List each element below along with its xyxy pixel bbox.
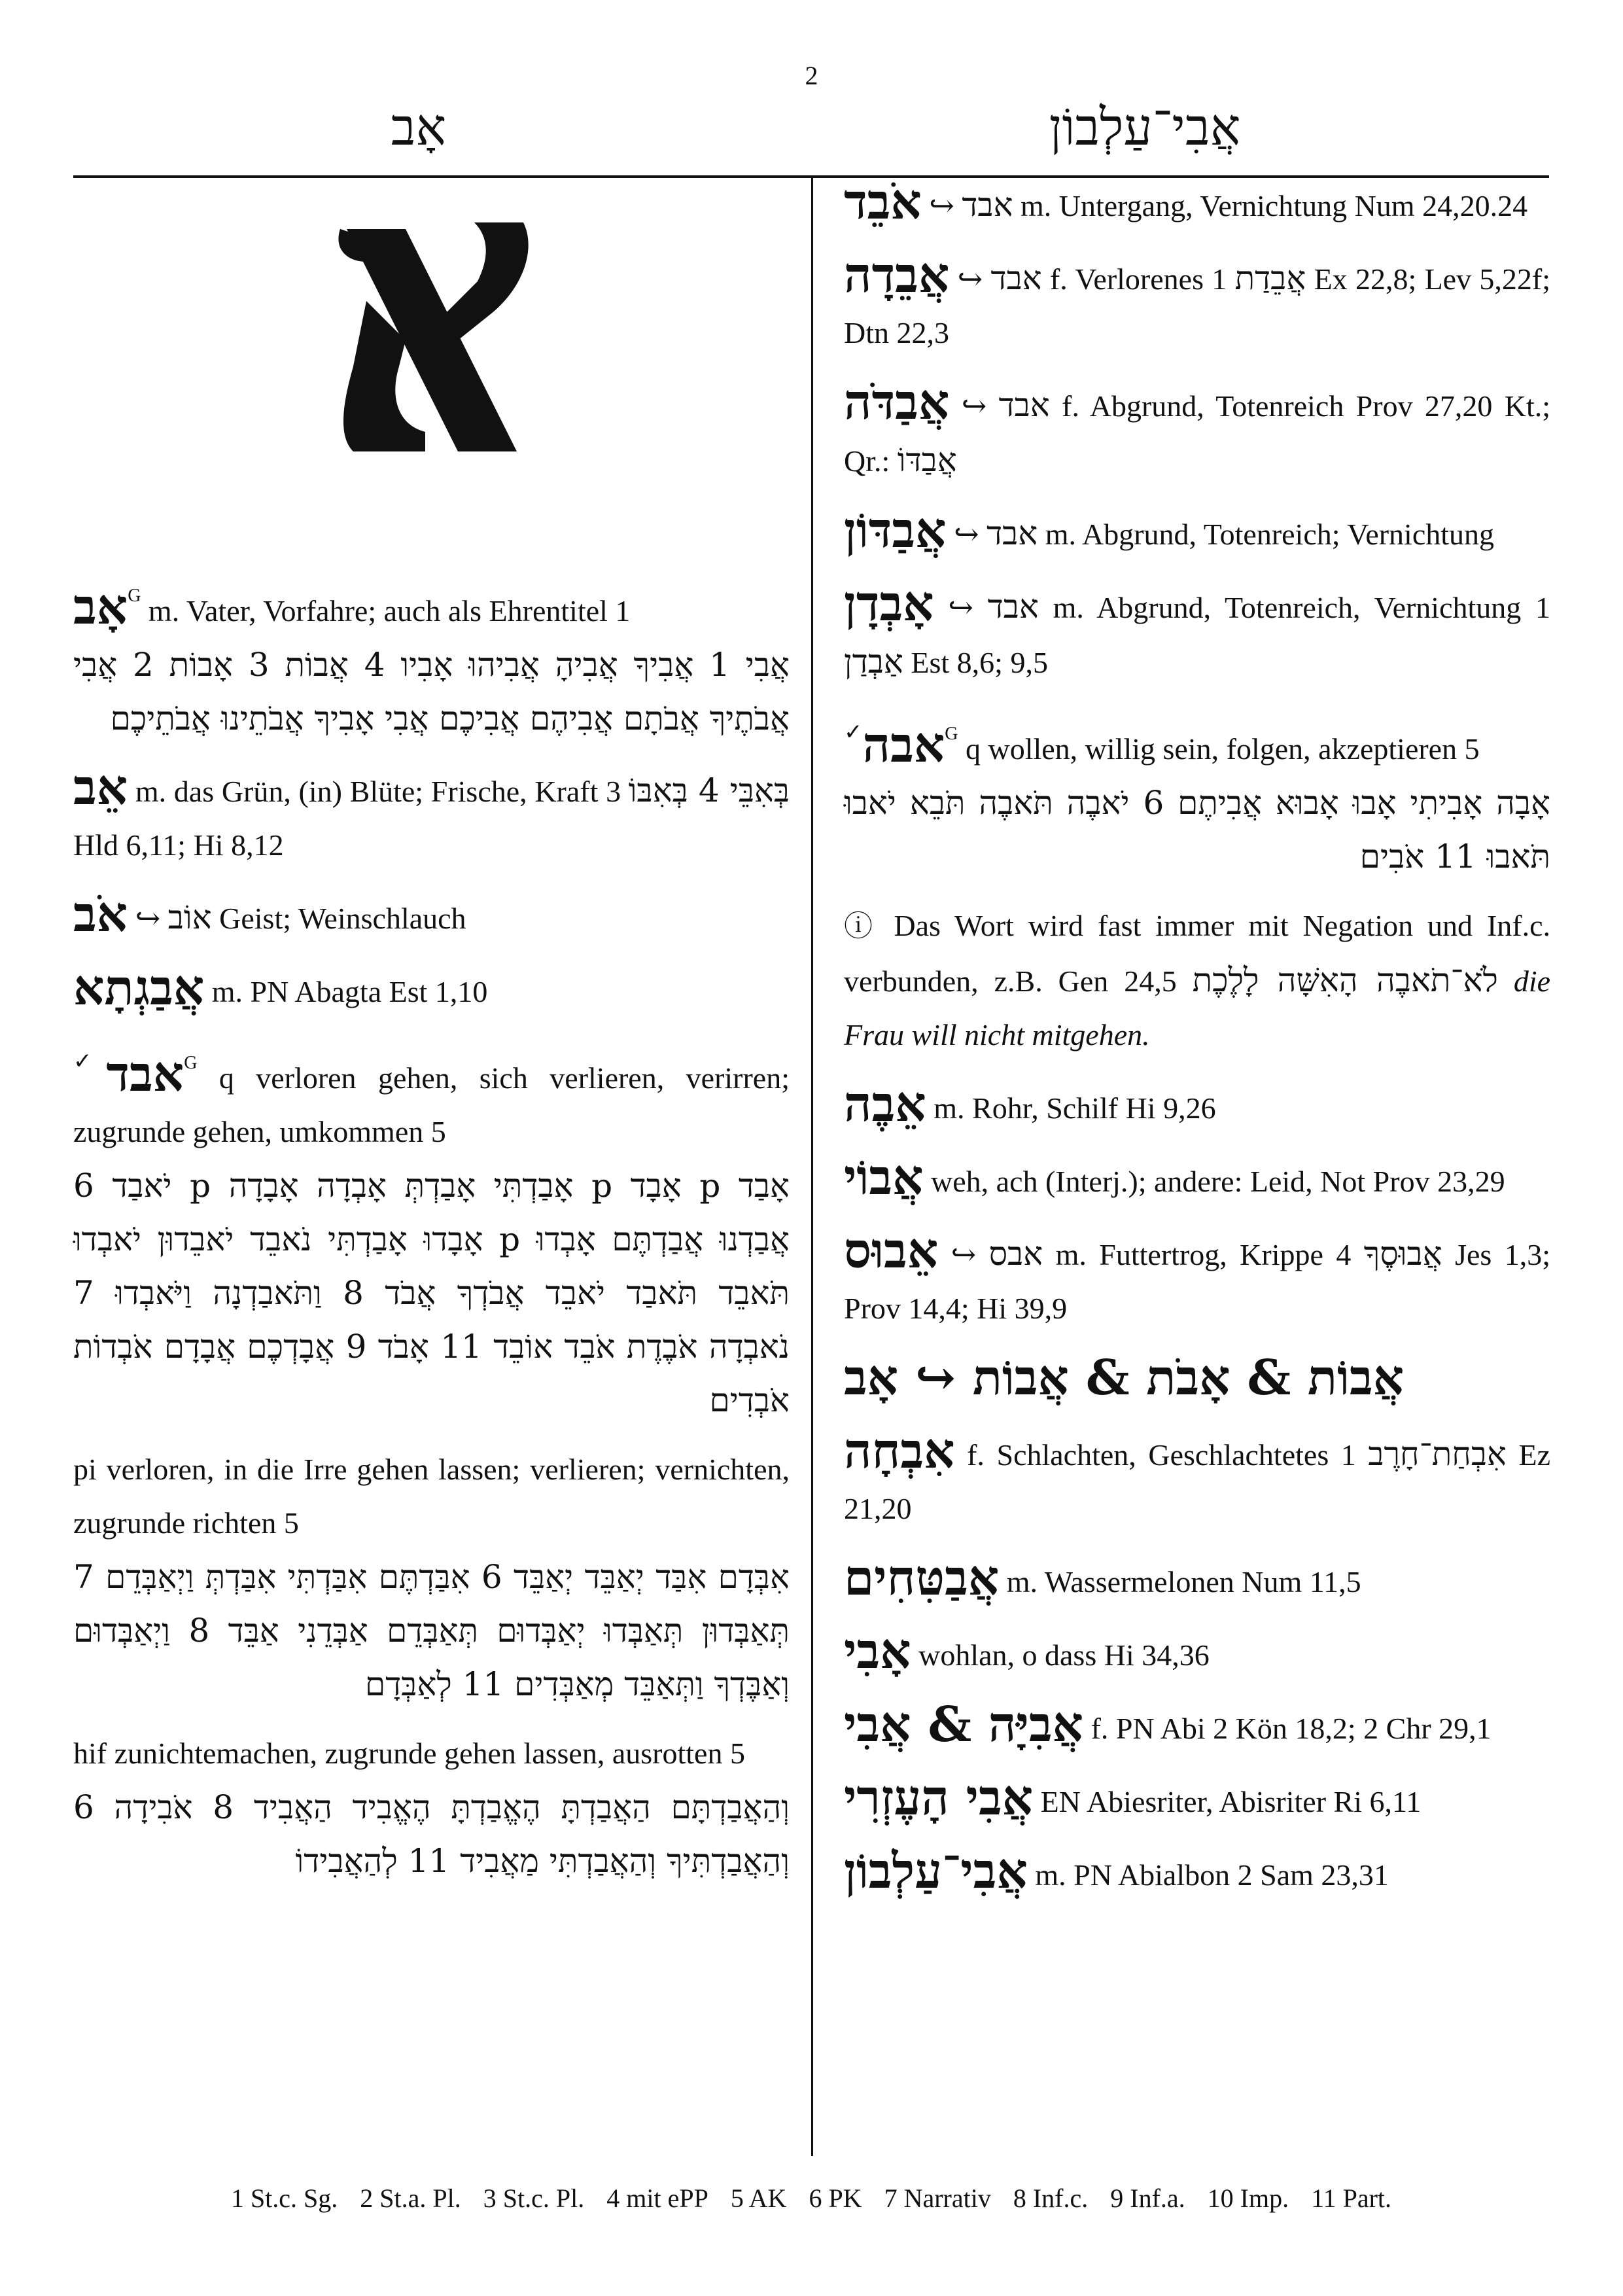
entry-abattihim (844, 1551, 1550, 1609)
references: Hld 6,11; Hi 8,12 (73, 828, 284, 862)
definition: f. Schlachten, Geschlachtetes 1 (967, 1438, 1356, 1472)
references: Ez 21,20 (844, 1438, 1551, 1525)
definition: wohlan, o dass Hi 34,36 (918, 1638, 1210, 1672)
initial-letter-aleph (327, 203, 536, 478)
legend-item: 9 Inf.a. (1110, 2183, 1185, 2213)
definition: m. das Grün, (in) Blüte; Frische, Kraft 3 (135, 775, 621, 808)
entry-ibha (844, 1424, 1550, 1536)
definition: m. Untergang, Vernichtung Num 24,20.24 (1020, 189, 1528, 222)
definition: m. Vater, Vorfahre; auch als Ehrentitel 1 (148, 594, 631, 627)
cross-ref: אבס (988, 1235, 1043, 1273)
entry-abot (844, 1351, 1550, 1409)
definition: m. PN Abagta Est 1,10 (211, 975, 488, 1008)
legend-item: 4 mit ePP (606, 2183, 708, 2213)
definition-q: q verloren gehen, sich verlieren, verirren; zugrunde gehen, umkommen 5 (73, 1061, 790, 1148)
cross-ref: אבד (990, 259, 1042, 297)
definition: m. Abgrund, Totenreich; Vernichtung (1045, 518, 1495, 551)
references: Ex 22,8; Lev 5,22f; Dtn 22,3 (844, 262, 1551, 349)
stem-sup: G (945, 724, 958, 744)
lemma: אֹבֵד (844, 174, 922, 230)
entry-aboy (844, 1151, 1550, 1209)
cross-ref: אבד (998, 386, 1050, 424)
running-head-left: אָב (391, 98, 447, 157)
note-translation: die Frau will nicht mitgehen. (844, 964, 1551, 1051)
entry-abad-pi (73, 1443, 790, 1711)
definition: f. Verlorenes 1 (1049, 262, 1227, 296)
lemma: אָבְדָן (844, 576, 934, 632)
cross-ref: אבד (986, 514, 1038, 552)
lemma: אֹב (73, 887, 128, 943)
note-hebrew: לֹא־תֹאבֶה הָאִשָּׁה לָלֶכֶת (1192, 961, 1498, 999)
lemma: אֲבוֹי (844, 1150, 924, 1206)
column-divider (811, 177, 813, 2156)
definition: EN Abiesriter, Abisriter Ri 6,11 (1040, 1785, 1422, 1818)
lemma: אבד (106, 1046, 184, 1103)
cross-ref: אבד (987, 588, 1039, 626)
lemma: אֲבִי הָעֶזְרִי (844, 1770, 1034, 1826)
cross-ref: אבד (962, 186, 1013, 224)
lemma: אֵבוּס (844, 1223, 939, 1279)
arrow-icon: ↪ (951, 1238, 977, 1271)
legend-item: 5 AK (730, 2183, 787, 2213)
arrow-icon: ↪ (954, 518, 979, 551)
entry-eb-green (73, 761, 790, 872)
entry-abi-pn (844, 1698, 1550, 1756)
entry-abeda (844, 249, 1550, 360)
forms: בְּאִבֵּי 4 בְּאִבּוֹ (628, 771, 790, 809)
arrow-icon: ↪ (948, 591, 973, 624)
entry-ob (73, 888, 790, 945)
definition: weh, ach (Interj.); andere: Leid, Not Prov 23,29 (931, 1165, 1505, 1198)
form: אַבְדַן (844, 643, 903, 680)
lemma: אבה (862, 717, 945, 773)
lemma: אָבִי (844, 1623, 911, 1680)
lemma: אֵבֶה (844, 1076, 926, 1133)
lemma: אֲבַגְתָא (73, 960, 205, 1016)
arrow-icon: ↪ (957, 262, 983, 296)
definition: f. Abgrund, Totenreich Prov 27,20 Kt.; Qr.: (844, 389, 1551, 478)
abbreviation-legend (73, 2183, 1549, 2214)
entry-abadda (844, 376, 1550, 488)
stem-sup: G (184, 1053, 198, 1073)
lemma-variants: אֲבוֹת & אָבֹת & אֲבוֹת ↪ אָב (844, 1350, 1405, 1406)
entry-abdan (844, 577, 1550, 690)
legend-item: 2 St.a. Pl. (360, 2183, 461, 2213)
entry-abad (73, 1034, 790, 1427)
arrow-icon: ↪ (135, 902, 161, 935)
note-text: Das Wort wird fast immer mit Negation und Inf.c. verbunden, z.B. Gen 24,5 (844, 909, 1551, 998)
definition-hif: hif zunichtemachen, zugrunde gehen lassen, ausrotten 5 (73, 1737, 745, 1770)
definition-pi: pi verloren, in die Irre gehen lassen; verlieren; vernichten, zugrunde richten 5 (73, 1453, 790, 1540)
verb-check-icon: ✓ (844, 719, 863, 745)
definition: m. Rohr, Schilf Hi 9,26 (934, 1091, 1216, 1125)
legend-item: 11 Part. (1311, 2183, 1392, 2213)
lemma: אִבְחָה (844, 1423, 955, 1479)
lemma: אֲבֵדָה (844, 247, 950, 304)
entry-ebe (844, 1078, 1550, 1135)
definition: f. PN Abi 2 Kön 18,2; 2 Chr 29,1 (1091, 1712, 1492, 1745)
definition: m. Wassermelonen Num 11,5 (1006, 1565, 1361, 1598)
legend-item: 7 Narrativ (884, 2183, 991, 2213)
lemma: אֲבִי־עַלְבוֹן (844, 1843, 1028, 1899)
forms-hif: וְהַאֲבַדְתָּם הַאֲבַדְתָּ הֶאֱבַדְתָּ הֶאֱבִיד הַאֲבִיד 8 אֹבִידָה 6 וְהַאֲבַדְתִּיךָ וְהַאֲבַדְתִּי מַאֲבִיד 11 לְהַאֲבִידוֹ (73, 1788, 790, 1880)
entry-abi-wish (844, 1625, 1550, 1682)
entry-abaddon (844, 504, 1550, 561)
definition: q wollen, willig sein, folgen, akzeptieren 5 (965, 732, 1480, 766)
references: Est 8,6; 9,5 (911, 646, 1048, 679)
forms-pi: אִבְּדָם אִבַּד יְאַבֵּד יְאַבֵּד 6 אִבַּדְתֶּם אִבַּדְתִּי אִבַּדְתְּ וַיְאַבְּדֵם 7 תְּאַבְּדוּן תְּאַבְּדוּ יְאַבְּדוּם תְּאַבְּדֵם אַבְּדֵנִי אַבֵּד 8 וַיְאַבְּדוּם וְאַבֶּדְךָ וַתְּאַבֵּד מְאַבְּדִים 11 לְאַבְּדָם (73, 1558, 790, 1703)
entry-abad-hif (73, 1727, 790, 1888)
legend-item: 8 Inf.c. (1013, 2183, 1089, 2213)
info-icon: ⓘ (844, 910, 880, 943)
form: אֲבוּסֶךָ (1363, 1235, 1442, 1273)
page-number: 2 (805, 61, 818, 90)
entry-ab-father (73, 569, 790, 745)
verb-check-icon: ✓ (73, 1048, 107, 1074)
forms-q: אָבַד p אָבָד p אָבַדְתִּי אָבַדְתְּ אָבְדָה אָבָדָה p יֹאבַד 6 אֲבַדְנוּ אֲבַדְתֶּם אָבְדוּ p אָבָדוּ אָבַדְתִּי נֹאבֵד יֹאבֵדוּן יֹאבְדוּ תֹּאבֵד תֹּאבַד יֹאבֵד אֲבֹדְךָ אֲבֹד 8 וַתֹּאבַדְנָה וַיֹּאבְדוּ 7 נֹאבְדָה אֹבֶדֶת אֹבֵד אוֹבֵד 11 אָבֹד 9 אֲבָדְכֶם אֲבָדָם אֹבְדוֹת אֹבְדִים (73, 1167, 790, 1419)
lemma: אֲבַדֹּה (844, 374, 950, 431)
forms: אֲבִי 1 אֲבִיךָ אֲבִיהָ אֲבִיהוּ אָבִיו 4 אֲבוֹת 3 אָבוֹת 2 אֲבִי אֲבֹתֶיךָ אֲבֹתָם אֲבִיהֶם אֲבִיכֶם אֲבִי אָבִיךָ אֲבֹתֵינוּ אֲבֹתֵיכֶם (73, 646, 790, 737)
right-column (844, 175, 1550, 1918)
form: אֲבֵדַת (1234, 259, 1306, 297)
definition: m. Futtertrog, Krippe 4 (1055, 1238, 1352, 1271)
entry-ebus (844, 1224, 1550, 1335)
entry-abi-albon (844, 1845, 1550, 1902)
left-column (73, 569, 790, 1903)
references: Jes 1,3; Prov 14,4; Hi 39,9 (844, 1238, 1551, 1325)
lemma: אֲבַדּוֹן (844, 503, 947, 559)
entry-obed (844, 175, 1550, 233)
lemma: אֵב (73, 760, 128, 816)
legend-item: 10 Imp. (1207, 2183, 1289, 2213)
arrow-icon: ↪ (929, 189, 954, 222)
definition: m. PN Abialbon 2 Sam 23,31 (1035, 1858, 1389, 1892)
arrow-icon: ↪ (961, 389, 987, 423)
definition: m. Abgrund, Totenreich, Vernichtung 1 (1053, 591, 1551, 624)
info-note (844, 899, 1550, 1062)
form: אֲבַדּוֹ (897, 441, 957, 479)
running-head-right: אֲבִי־עַלְבוֹן (1049, 98, 1241, 157)
entry-abagta (73, 961, 790, 1019)
stem-sup: G (128, 586, 141, 606)
legend-item: 3 St.c. Pl. (483, 2183, 585, 2213)
lemma: אֲבַטִּחִים (844, 1550, 1000, 1606)
entry-abi-ezri (844, 1771, 1550, 1829)
lemma: אֲבִיָּה & אֲבִי (844, 1697, 1084, 1753)
lemma: אָב (73, 579, 128, 635)
form: אִבְחַת־חָרֶב (1368, 1435, 1507, 1473)
definition: Geist; Weinschlauch (219, 902, 466, 935)
cross-ref: אוֹב (167, 898, 212, 936)
entry-aba (844, 705, 1550, 883)
forms: אָבָה אָבִיתִי אָבוּ אָבוּא אֲבִיתֶם 6 יֹאבֶה תֹּאבֶה תֹּבֵא יֹאבוּ תֹּאבוּ 11 אֹבִים (844, 784, 1550, 875)
legend-item: 6 PK (809, 2183, 862, 2213)
legend-item: 1 St.c. Sg. (230, 2183, 338, 2213)
